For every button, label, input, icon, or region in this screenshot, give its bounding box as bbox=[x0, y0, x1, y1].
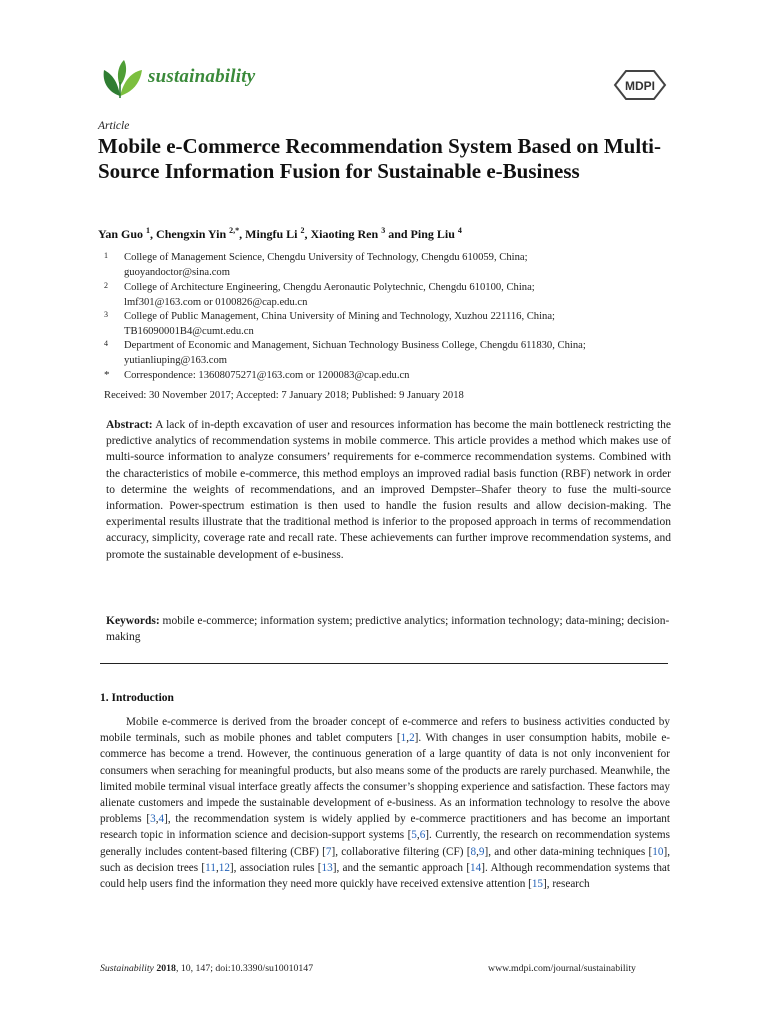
footer-citation bbox=[100, 963, 313, 974]
affiliation-number: 3 bbox=[104, 310, 108, 319]
paragraph-text: ], such as decision trees [ bbox=[100, 845, 670, 874]
author-name: Ping Liu bbox=[410, 227, 458, 241]
abstract-text: A lack of in-depth excavation of user and resources information has become the main bottleneck restricting the predictive analytics of recommendation systems in mobile commerce. This article provides a method which makes use of multi-source information to analyze consumers’ requirements for e-commerce recommendation systems. Combined with the characteristics of mobile e-commerce, this method employs an improved radial basis function (RBF) network in order to determine the weights of recommendations, and an improved Dempster–Shafer theory to fuse the multi-source information. Power-spectrum estimation is then used to handle the fusion results and allow decision-making. The experimental results illustrate that the traditional method is inferior to the proposed approach in terms of recommendation accuracy, simplicity, coverage rate and recall rate. These achievements can further improve recommendation systems, and promote the sustainable development of e-business. bbox=[106, 419, 671, 561]
affiliation-line: guoyandoctor@sina.com bbox=[124, 267, 230, 278]
citation-link[interactable]: 5 bbox=[411, 829, 417, 842]
author-affiliation-sup: 3 bbox=[381, 226, 386, 235]
keywords bbox=[106, 613, 671, 645]
publisher-logo bbox=[612, 68, 668, 102]
citation-link[interactable]: 8 bbox=[470, 845, 477, 858]
leaf-top bbox=[118, 60, 126, 86]
paragraph-text: ]. Currently, the research on recommendation systems generally includes content-based filtering (CBF) [ bbox=[100, 829, 670, 858]
affiliation-text bbox=[124, 280, 684, 310]
citation-link[interactable]: 14 bbox=[470, 861, 482, 874]
leaf-left bbox=[104, 70, 120, 96]
journal-logo-leaf-icon bbox=[98, 56, 144, 102]
paragraph-text: , bbox=[406, 732, 410, 745]
abstract-label: Abstract: bbox=[106, 419, 153, 431]
affiliation-text bbox=[124, 368, 684, 383]
paragraph-text: ], collaborative filtering (CF) [ bbox=[331, 845, 471, 858]
abstract bbox=[106, 417, 671, 563]
citation-link[interactable]: 6 bbox=[419, 829, 426, 842]
citation-link[interactable]: 11 bbox=[205, 861, 216, 874]
paragraph-text: ]. Although recommendation systems that could help users find the information they need more quickly have received extensive attention [ bbox=[100, 861, 670, 891]
author-name: Chengxin Yin bbox=[156, 227, 230, 241]
affiliation-line: College of Management Science, Chengdu University of Technology, Chengdu 610059, China; bbox=[124, 252, 528, 263]
footer-url[interactable]: www.mdpi.com/journal/sustainability bbox=[488, 963, 636, 974]
author-separator: , bbox=[239, 227, 246, 241]
author-separator: and bbox=[385, 227, 411, 241]
citation-link[interactable]: 9 bbox=[478, 845, 485, 858]
keywords-text: mobile e-commerce; information system; predictive analytics; information technology; data-mining; decision-making bbox=[106, 615, 670, 644]
affiliation-line: College of Architecture Engineering, Chengdu Aeronautic Polytechnic, Chengdu 610100, China; bbox=[124, 282, 535, 293]
paragraph-text: ], research bbox=[543, 878, 590, 891]
publication-dates: Received: 30 November 2017; Accepted: 7 January 2018; Published: 9 January 2018 bbox=[104, 390, 464, 401]
citation-link[interactable]: 2 bbox=[409, 732, 415, 745]
article-title: Mobile e-Commerce Recommendation System Based on Multi-Source Information Fusion for Sustainable e-Business bbox=[98, 134, 662, 183]
citation-link[interactable]: 3 bbox=[150, 813, 156, 826]
affiliation-line: TB16090001B4@cumt.edu.cn bbox=[124, 326, 254, 337]
article-type: Article bbox=[98, 120, 130, 132]
author-affiliation-sup: 2,* bbox=[229, 226, 240, 235]
affiliation-text bbox=[124, 250, 684, 280]
paragraph-text: ], and the semantic approach [ bbox=[332, 861, 471, 874]
affiliation-text bbox=[124, 338, 684, 368]
author-name: Mingfu Li bbox=[245, 227, 301, 241]
paragraph-text: , bbox=[215, 861, 219, 874]
author-affiliation-sup: 2 bbox=[300, 226, 305, 235]
author-affiliation-sup: 1 bbox=[146, 226, 151, 235]
footer-year: 2018 bbox=[156, 963, 176, 974]
affiliation-line: Department of Economic and Management, Sichuan Technology Business College, Chengdu 611830, China; bbox=[124, 340, 586, 351]
section-heading-introduction: 1. Introduction bbox=[100, 692, 174, 704]
affiliation-number: 4 bbox=[104, 339, 108, 348]
affiliation-line: College of Public Management, China University of Mining and Technology, Xuzhou 221116, China; bbox=[124, 311, 555, 322]
citation-link[interactable]: 1 bbox=[400, 732, 407, 745]
affiliation-number: 1 bbox=[104, 251, 108, 260]
journal-name: sustainability bbox=[148, 66, 256, 87]
paragraph-text: ], association rules [ bbox=[229, 861, 322, 874]
citation-link[interactable]: 12 bbox=[218, 861, 230, 874]
paragraph-text: , bbox=[416, 829, 420, 842]
paragraph-text: ], the recommendation system is widely applied by e-commerce practitioners and has become an important research topic in information science and decision-support systems [ bbox=[100, 813, 670, 842]
citation-link[interactable]: 10 bbox=[652, 845, 664, 858]
citation-link[interactable]: 4 bbox=[158, 813, 165, 826]
affiliation-line: yutianliuping@163.com bbox=[124, 355, 228, 366]
author-name: Xiaoting Ren bbox=[310, 227, 382, 241]
footer-volume-doi: , 10, 147; doi:10.3390/su10010147 bbox=[175, 963, 314, 974]
affiliation-number: * bbox=[104, 369, 110, 381]
affiliation-number: 2 bbox=[104, 281, 108, 290]
author-separator: , bbox=[150, 227, 157, 241]
keywords-label: Keywords: bbox=[106, 615, 160, 627]
section-divider bbox=[100, 663, 668, 664]
citation-link[interactable]: 13 bbox=[321, 861, 333, 874]
author-list bbox=[98, 226, 698, 242]
paragraph-text: Mobile e-commerce is derived from the broader concept of e-commerce and refers to business activities conducted by mobile terminals, such as mobile phones and tablet computers [ bbox=[100, 716, 670, 745]
affiliation-line: lmf301@163.com or 0100826@cap.edu.cn bbox=[124, 297, 308, 308]
publisher-logo-text: MDPI bbox=[625, 79, 655, 93]
introduction-paragraph bbox=[100, 714, 670, 892]
author-separator: , bbox=[304, 227, 311, 241]
paragraph-text: , bbox=[476, 845, 479, 858]
author-name: Yan Guo bbox=[98, 227, 147, 241]
author-affiliation-sup: 4 bbox=[457, 226, 462, 235]
affiliation-line: Correspondence: 13608075271@163.com or 1200083@cap.edu.cn bbox=[124, 370, 410, 381]
citation-link[interactable]: 15 bbox=[531, 878, 544, 891]
affiliation-text bbox=[124, 309, 684, 339]
paragraph-text: ], and other data-mining techniques [ bbox=[484, 845, 653, 858]
footer-journal: Sustainability bbox=[100, 963, 154, 974]
paragraph-text: ]. With changes in user consumption habits, mobile e-commerce has become a trend. However, the continuous generation of a large quantity of data is not only inconvenient for consumers when seraching for meaningful products, but also means some of the products are rarely purchased. Meanwhile, the limited mobile terminal visual interface greatly affects the consumer’s shopping experience and satisfaction. These factors may alienate customers and impede the sustainable development of e-business. As an information technology to resolve the above problems [ bbox=[100, 732, 671, 826]
paragraph-text: , bbox=[155, 813, 159, 826]
citation-link[interactable]: 7 bbox=[325, 845, 332, 858]
